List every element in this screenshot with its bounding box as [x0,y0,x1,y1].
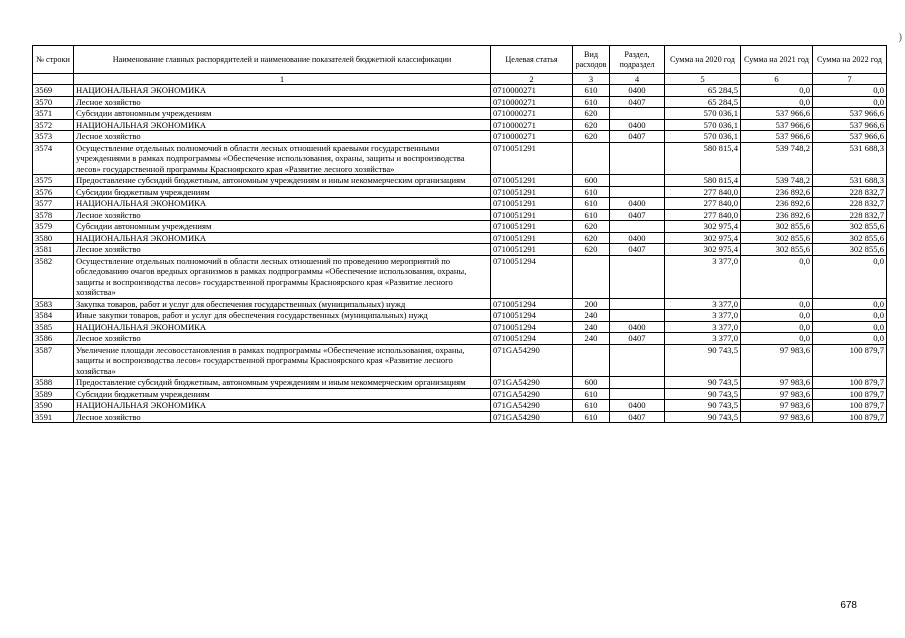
row-number-cell: 3575 [33,175,74,187]
header-row [33,46,887,74]
table-row [33,221,887,233]
row-name-cell: Предоставление субсидий бюджетным, автономным учреждениям и иным некоммерческим организациям [74,175,491,187]
sum-2020-cell: 570 036,1 [665,131,741,143]
row-number-cell: 3591 [33,411,74,423]
section-cell: 0407 [610,411,665,423]
page-number: 678 [840,600,857,611]
expense-type-cell: 620 [573,221,610,233]
sum-2020-cell: 570 036,1 [665,108,741,120]
expense-type-cell: 610 [573,209,610,221]
row-name-cell: НАЦИОНАЛЬНАЯ ЭКОНОМИКА [74,119,491,131]
table-row [33,186,887,198]
row-name-cell: Лесное хозяйство [74,411,491,423]
expense-type-cell: 610 [573,388,610,400]
column-number-3: 3 [573,74,610,85]
target-article-cell: 071GA54290 [491,377,573,389]
section-cell: 0407 [610,131,665,143]
sum-2022-cell: 0,0 [813,85,887,97]
column-number-6: 6 [741,74,813,85]
sum-2020-cell: 65 284,5 [665,96,741,108]
target-article-cell: 0710051291 [491,198,573,210]
table-row [33,232,887,244]
expense-type-cell: 610 [573,198,610,210]
row-name-cell: Закупка товаров, работ и услуг для обеспечения государственных (муниципальных) нужд [74,298,491,310]
target-article-cell: 0710051291 [491,175,573,187]
sum-2020-cell: 277 840,0 [665,186,741,198]
target-article-cell: 071GA54290 [491,344,573,377]
section-cell [610,310,665,322]
row-number-cell: 3585 [33,321,74,333]
column-numbers-row [33,74,887,85]
sum-2022-cell: 531 688,3 [813,175,887,187]
row-number-cell: 3571 [33,108,74,120]
target-article-cell: 071GA54290 [491,400,573,412]
sum-2020-cell: 277 840,0 [665,209,741,221]
row-name-cell: НАЦИОНАЛЬНАЯ ЭКОНОМИКА [74,85,491,97]
sum-2021-cell: 0,0 [741,96,813,108]
row-number-cell: 3579 [33,221,74,233]
expense-type-cell: 620 [573,232,610,244]
section-cell: 0400 [610,198,665,210]
row-number-cell: 3584 [33,310,74,322]
sum-2020-cell: 570 036,1 [665,119,741,131]
header-sum-2020: Сумма на 2020 год [665,46,741,74]
expense-type-cell: 600 [573,175,610,187]
table-row [33,310,887,322]
expense-type-cell: 620 [573,119,610,131]
sum-2021-cell: 302 855,6 [741,221,813,233]
sum-2022-cell: 537 966,6 [813,108,887,120]
sum-2022-cell: 302 855,6 [813,232,887,244]
target-article-cell: 0710000271 [491,96,573,108]
sum-2022-cell: 100 879,7 [813,411,887,423]
row-number-cell: 3586 [33,333,74,345]
expense-type-cell: 240 [573,310,610,322]
row-name-cell: Осуществление отдельных полномочий в области лесных отношений краевыми государственными учреждениями в рамках подпрограммы «Обеспечение использования, охраны, защиты и воспроизводства лесов» государственной программы Красноярского края «Развитие лесного хозяйства» [74,142,491,175]
sum-2022-cell: 537 966,6 [813,119,887,131]
sum-2022-cell: 228 832,7 [813,209,887,221]
section-cell: 0407 [610,96,665,108]
table-row [33,244,887,256]
row-number-cell: 3572 [33,119,74,131]
target-article-cell: 0710051291 [491,209,573,221]
sum-2021-cell: 0,0 [741,298,813,310]
sum-2021-cell: 0,0 [741,255,813,298]
expense-type-cell: 240 [573,321,610,333]
table-row [33,209,887,221]
sum-2020-cell: 302 975,4 [665,232,741,244]
budget-table [32,45,887,423]
row-number-cell: 3587 [33,344,74,377]
row-number-cell: 3570 [33,96,74,108]
table-row [33,131,887,143]
expense-type-cell: 620 [573,108,610,120]
row-name-cell: Увеличение площади лесовосстановления в рамках подпрограммы «Обеспечение использования, охраны, защиты и воспроизводства лесов» государственной программы Красноярского края «Развитие лесного хозяйства» [74,344,491,377]
table-row [33,411,887,423]
sum-2021-cell: 236 892,6 [741,209,813,221]
table-row [33,85,887,97]
table-body [33,85,887,423]
column-number-7: 7 [813,74,887,85]
sum-2022-cell: 531 688,3 [813,142,887,175]
sum-2021-cell: 97 983,6 [741,388,813,400]
target-article-cell: 0710000271 [491,108,573,120]
row-name-cell: Субсидии бюджетным учреждениям [74,186,491,198]
section-cell [610,388,665,400]
row-name-cell: Лесное хозяйство [74,333,491,345]
table-row [33,175,887,187]
table-row [33,388,887,400]
table-row [33,198,887,210]
sum-2022-cell: 0,0 [813,96,887,108]
expense-type-cell: 240 [573,333,610,345]
row-name-cell: Лесное хозяйство [74,96,491,108]
sum-2022-cell: 0,0 [813,298,887,310]
target-article-cell: 071GA54290 [491,388,573,400]
sum-2021-cell: 302 855,6 [741,232,813,244]
margin-mark: ) [898,32,902,43]
target-article-cell: 0710051291 [491,232,573,244]
target-article-cell: 0710000271 [491,119,573,131]
target-article-cell: 0710051291 [491,244,573,256]
row-number-cell: 3577 [33,198,74,210]
sum-2022-cell: 0,0 [813,333,887,345]
row-name-cell: НАЦИОНАЛЬНАЯ ЭКОНОМИКА [74,232,491,244]
table-row [33,298,887,310]
target-article-cell: 071GA54290 [491,411,573,423]
row-number-cell: 3590 [33,400,74,412]
section-cell: 0407 [610,209,665,221]
section-cell [610,298,665,310]
header-section: Раздел, подраздел [610,46,665,74]
header-target: Целевая статья [491,46,573,74]
sum-2020-cell: 90 743,5 [665,388,741,400]
target-article-cell: 0710051294 [491,310,573,322]
section-cell [610,344,665,377]
sum-2021-cell: 537 966,6 [741,108,813,120]
header-name: Наименование главных распорядителей и наименование показателей бюджетной классификации [74,46,491,74]
section-cell: 0400 [610,119,665,131]
sum-2022-cell: 0,0 [813,310,887,322]
table-row [33,255,887,298]
section-cell: 0400 [610,321,665,333]
section-cell: 0400 [610,400,665,412]
row-name-cell: Субсидии бюджетным учреждениям [74,388,491,400]
section-cell [610,175,665,187]
section-cell [610,186,665,198]
expense-type-cell: 610 [573,85,610,97]
header-exp-type: Вид расходов [573,46,610,74]
expense-type-cell: 610 [573,411,610,423]
target-article-cell: 0710051294 [491,333,573,345]
sum-2022-cell: 100 879,7 [813,344,887,377]
sum-2022-cell: 100 879,7 [813,377,887,389]
sum-2020-cell: 580 815,4 [665,175,741,187]
sum-2021-cell: 539 748,2 [741,142,813,175]
section-cell: 0407 [610,244,665,256]
section-cell: 0400 [610,232,665,244]
sum-2021-cell: 539 748,2 [741,175,813,187]
target-article-cell: 0710000271 [491,131,573,143]
row-number-cell: 3583 [33,298,74,310]
sum-2020-cell: 65 284,5 [665,85,741,97]
sum-2022-cell: 0,0 [813,255,887,298]
row-name-cell: НАЦИОНАЛЬНАЯ ЭКОНОМИКА [74,321,491,333]
section-cell: 0407 [610,333,665,345]
sum-2020-cell: 3 377,0 [665,333,741,345]
row-name-cell: Субсидии автономным учреждениям [74,221,491,233]
row-number-cell: 3576 [33,186,74,198]
expense-type-cell: 200 [573,298,610,310]
row-number-cell: 3569 [33,85,74,97]
sum-2021-cell: 537 966,6 [741,131,813,143]
table-row [33,321,887,333]
section-cell [610,255,665,298]
column-number-4: 4 [610,74,665,85]
row-number-cell: 3581 [33,244,74,256]
sum-2021-cell: 0,0 [741,310,813,322]
target-article-cell: 0710051294 [491,298,573,310]
sum-2021-cell: 97 983,6 [741,411,813,423]
table-row [33,344,887,377]
column-number-1: 1 [74,74,491,85]
section-cell [610,377,665,389]
sum-2020-cell: 3 377,0 [665,298,741,310]
target-article-cell: 0710051294 [491,321,573,333]
expense-type-cell [573,255,610,298]
sum-2020-cell: 580 815,4 [665,142,741,175]
row-number-cell: 3589 [33,388,74,400]
table-row [33,142,887,175]
sum-2020-cell: 90 743,5 [665,400,741,412]
sum-2020-cell: 302 975,4 [665,244,741,256]
target-article-cell: 0710051291 [491,142,573,175]
row-name-cell: Субсидии автономным учреждениям [74,108,491,120]
sum-2022-cell: 100 879,7 [813,400,887,412]
row-name-cell: НАЦИОНАЛЬНАЯ ЭКОНОМИКА [74,400,491,412]
sum-2021-cell: 0,0 [741,85,813,97]
row-name-cell: Лесное хозяйство [74,209,491,221]
row-number-cell: 3582 [33,255,74,298]
sum-2021-cell: 97 983,6 [741,377,813,389]
sum-2022-cell: 228 832,7 [813,198,887,210]
column-number-2: 2 [491,74,573,85]
header-sum-2022: Сумма на 2022 год [813,46,887,74]
column-number-5: 5 [665,74,741,85]
sum-2021-cell: 97 983,6 [741,344,813,377]
expense-type-cell: 620 [573,131,610,143]
table-row [33,119,887,131]
row-number-cell: 3578 [33,209,74,221]
sum-2020-cell: 3 377,0 [665,255,741,298]
row-number-cell: 3588 [33,377,74,389]
target-article-cell: 0710051294 [491,255,573,298]
section-cell [610,142,665,175]
sum-2022-cell: 537 966,6 [813,131,887,143]
header-sum-2021: Сумма на 2021 год [741,46,813,74]
target-article-cell: 0710051291 [491,221,573,233]
expense-type-cell: 620 [573,244,610,256]
row-name-cell: Осуществление отдельных полномочий в области лесных отношений по проведению мероприятий по обследованию очагов вредных организмов в рамках подпрограммы «Обеспечение использования, охраны, защиты и воспроизводства лесов» государственной программы Красноярского края «Развитие лесного хозяйства» [74,255,491,298]
sum-2021-cell: 302 855,6 [741,244,813,256]
row-number-cell: 3580 [33,232,74,244]
sum-2020-cell: 3 377,0 [665,310,741,322]
expense-type-cell: 610 [573,186,610,198]
sum-2020-cell: 302 975,4 [665,221,741,233]
sum-2021-cell: 537 966,6 [741,119,813,131]
row-name-cell: Иные закупки товаров, работ и услуг для обеспечения государственных (муниципальных) нужд [74,310,491,322]
sum-2022-cell: 100 879,7 [813,388,887,400]
table-row [33,333,887,345]
expense-type-cell: 600 [573,377,610,389]
expense-type-cell [573,142,610,175]
expense-type-cell: 610 [573,96,610,108]
sum-2021-cell: 0,0 [741,321,813,333]
header-row-no: № строки [33,46,74,74]
sum-2021-cell: 0,0 [741,333,813,345]
sum-2021-cell: 236 892,6 [741,198,813,210]
sum-2020-cell: 90 743,5 [665,411,741,423]
sum-2022-cell: 302 855,6 [813,221,887,233]
row-number-cell: 3573 [33,131,74,143]
table-row [33,377,887,389]
expense-type-cell: 610 [573,400,610,412]
expense-type-cell [573,344,610,377]
section-cell [610,221,665,233]
sum-2020-cell: 277 840,0 [665,198,741,210]
row-name-cell: Лесное хозяйство [74,244,491,256]
sum-2020-cell: 90 743,5 [665,344,741,377]
row-name-cell: НАЦИОНАЛЬНАЯ ЭКОНОМИКА [74,198,491,210]
target-article-cell: 0710051291 [491,186,573,198]
table-row [33,96,887,108]
sum-2021-cell: 97 983,6 [741,400,813,412]
target-article-cell: 0710000271 [491,85,573,97]
row-name-cell: Предоставление субсидий бюджетным, автономным учреждениям и иным некоммерческим организациям [74,377,491,389]
sum-2021-cell: 236 892,6 [741,186,813,198]
sum-2020-cell: 3 377,0 [665,321,741,333]
sum-2022-cell: 302 855,6 [813,244,887,256]
row-number-cell: 3574 [33,142,74,175]
sum-2022-cell: 228 832,7 [813,186,887,198]
row-name-cell: Лесное хозяйство [74,131,491,143]
sum-2020-cell: 90 743,5 [665,377,741,389]
table-row [33,108,887,120]
sum-2022-cell: 0,0 [813,321,887,333]
column-number-0 [33,74,74,85]
table-row [33,400,887,412]
section-cell: 0400 [610,85,665,97]
section-cell [610,108,665,120]
